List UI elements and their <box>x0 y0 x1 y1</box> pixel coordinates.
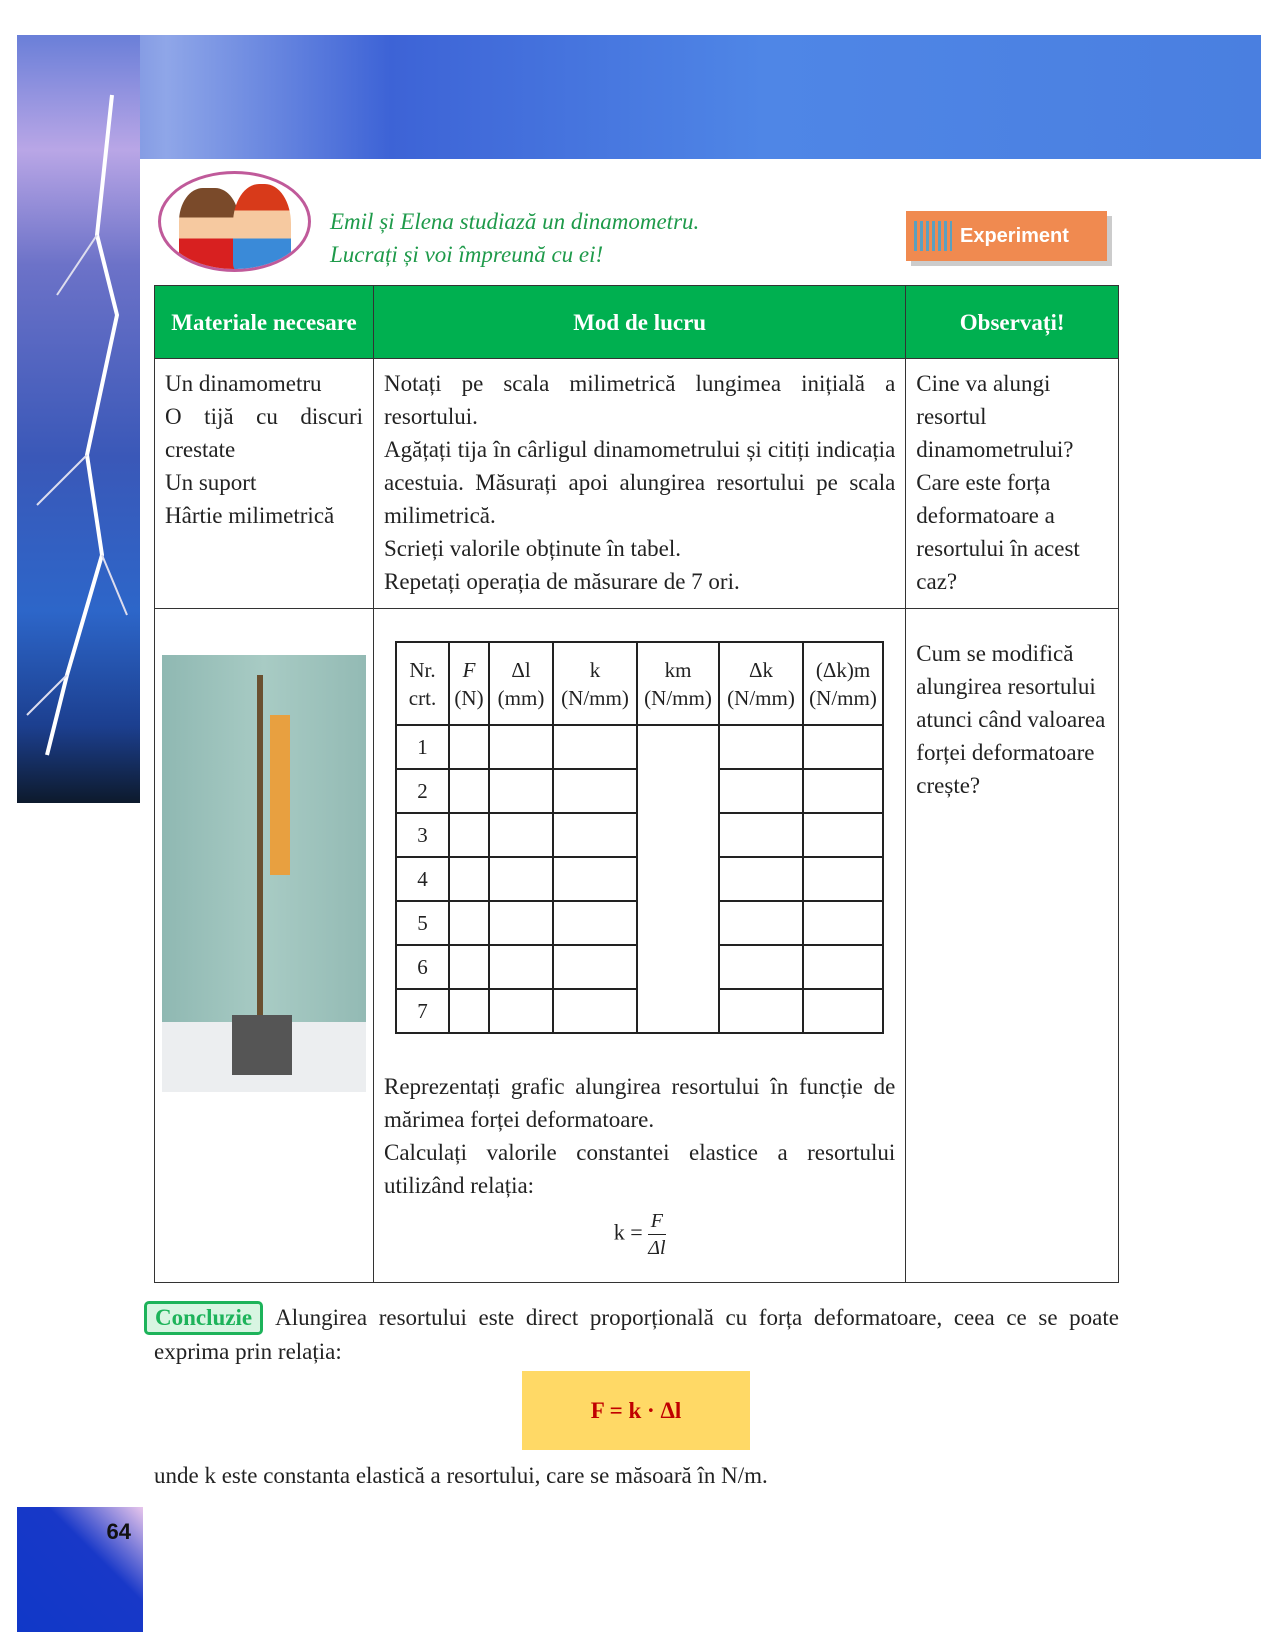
col-header: Δl (mm) <box>489 642 553 725</box>
step: Repetați operația de măsurare de 7 ori. <box>384 569 740 594</box>
step: Scrieți valorile obținute în tabel. <box>384 536 682 561</box>
header-banner <box>17 35 1261 159</box>
material-item: Un suport <box>165 470 257 495</box>
material-item: O tijă cu discuri crestate <box>165 404 363 462</box>
materials-list <box>155 359 373 540</box>
row-number: 7 <box>396 989 449 1033</box>
row-number: 2 <box>396 769 449 813</box>
row-number: 4 <box>396 857 449 901</box>
badge-label: Experiment <box>960 225 1069 247</box>
row-number: 3 <box>396 813 449 857</box>
k-formula <box>384 1208 895 1261</box>
lightning-icon <box>17 35 140 803</box>
col-header: (Δk)m (N/mm) <box>803 642 883 725</box>
km-merged-cell <box>637 725 719 1033</box>
step: Notați pe scala milimetrică lungimea inițială a resortului. <box>384 371 896 429</box>
col-header: k (N/mm) <box>553 642 637 725</box>
step: Calculați valorile constantei elastice a resortului utilizând relația: <box>384 1140 896 1198</box>
formula-numerator: F <box>648 1208 665 1235</box>
row-number: 6 <box>396 945 449 989</box>
procedure-steps <box>374 359 905 606</box>
formula-lhs: k = <box>613 1219 643 1245</box>
header-materials: Materiale necesare <box>155 286 374 359</box>
dynamometer-photo <box>162 655 366 1092</box>
formula-denominator: Δl <box>648 1237 666 1259</box>
experiment-badge <box>906 211 1107 261</box>
intro-line: Lucrați și voi împreună cu ei! <box>330 242 604 267</box>
step: Reprezentați grafic alungirea resortului în funcție de mărimea forței deformatoare. <box>384 1074 896 1132</box>
conclusion <box>154 1301 1119 1368</box>
col-header: F (N) <box>449 642 489 725</box>
hooke-formula-box: F = k · Δl <box>522 1371 750 1450</box>
header-observe: Observați! <box>906 286 1119 359</box>
col-header: km (N/mm) <box>637 642 719 725</box>
conclusion-note: unde k este constanta elastică a resortului, care se măsoară în N/m. <box>154 1463 768 1488</box>
conclusion-label: Concluzie <box>144 1301 263 1335</box>
intro-line: Emil și Elena studiază un dinamometru. <box>330 209 700 234</box>
step: Agățați tija în cârligul dinamometrului și citiți indicația acestuia. Măsurați apoi alungirea resortului pe scala milimetrică. <box>384 437 896 528</box>
row-number: 1 <box>396 725 449 769</box>
measurement-table <box>395 641 884 1034</box>
procedure-steps-2 <box>374 1062 905 1269</box>
observe-question-1: Cine va alungi resortul dinamometrului? Care este forța deformatoare a resortului în acest caz? <box>916 371 1080 594</box>
material-item: Un dinamometru <box>165 371 322 396</box>
col-header: Δk (N/mm) <box>719 642 803 725</box>
dots-icon <box>914 221 952 251</box>
material-item: Hârtie milimetrică <box>165 503 335 528</box>
header-procedure: Mod de lucru <box>374 286 906 359</box>
children-illustration <box>158 171 311 272</box>
observe-question-2: Cum se modifică alungirea resortului atunci când valoarea forței deformatoare crește? <box>916 641 1106 798</box>
col-header: Nr. crt. <box>396 642 449 725</box>
intro-text <box>330 205 699 271</box>
conclusion-text: Alungirea resortului este direct proporțională cu forța deformatoare, ceea ce se poate exprima prin relația: <box>154 1305 1119 1364</box>
experiment-table <box>154 285 1119 1283</box>
row-number: 5 <box>396 901 449 945</box>
page-number: 64 <box>17 1507 143 1632</box>
